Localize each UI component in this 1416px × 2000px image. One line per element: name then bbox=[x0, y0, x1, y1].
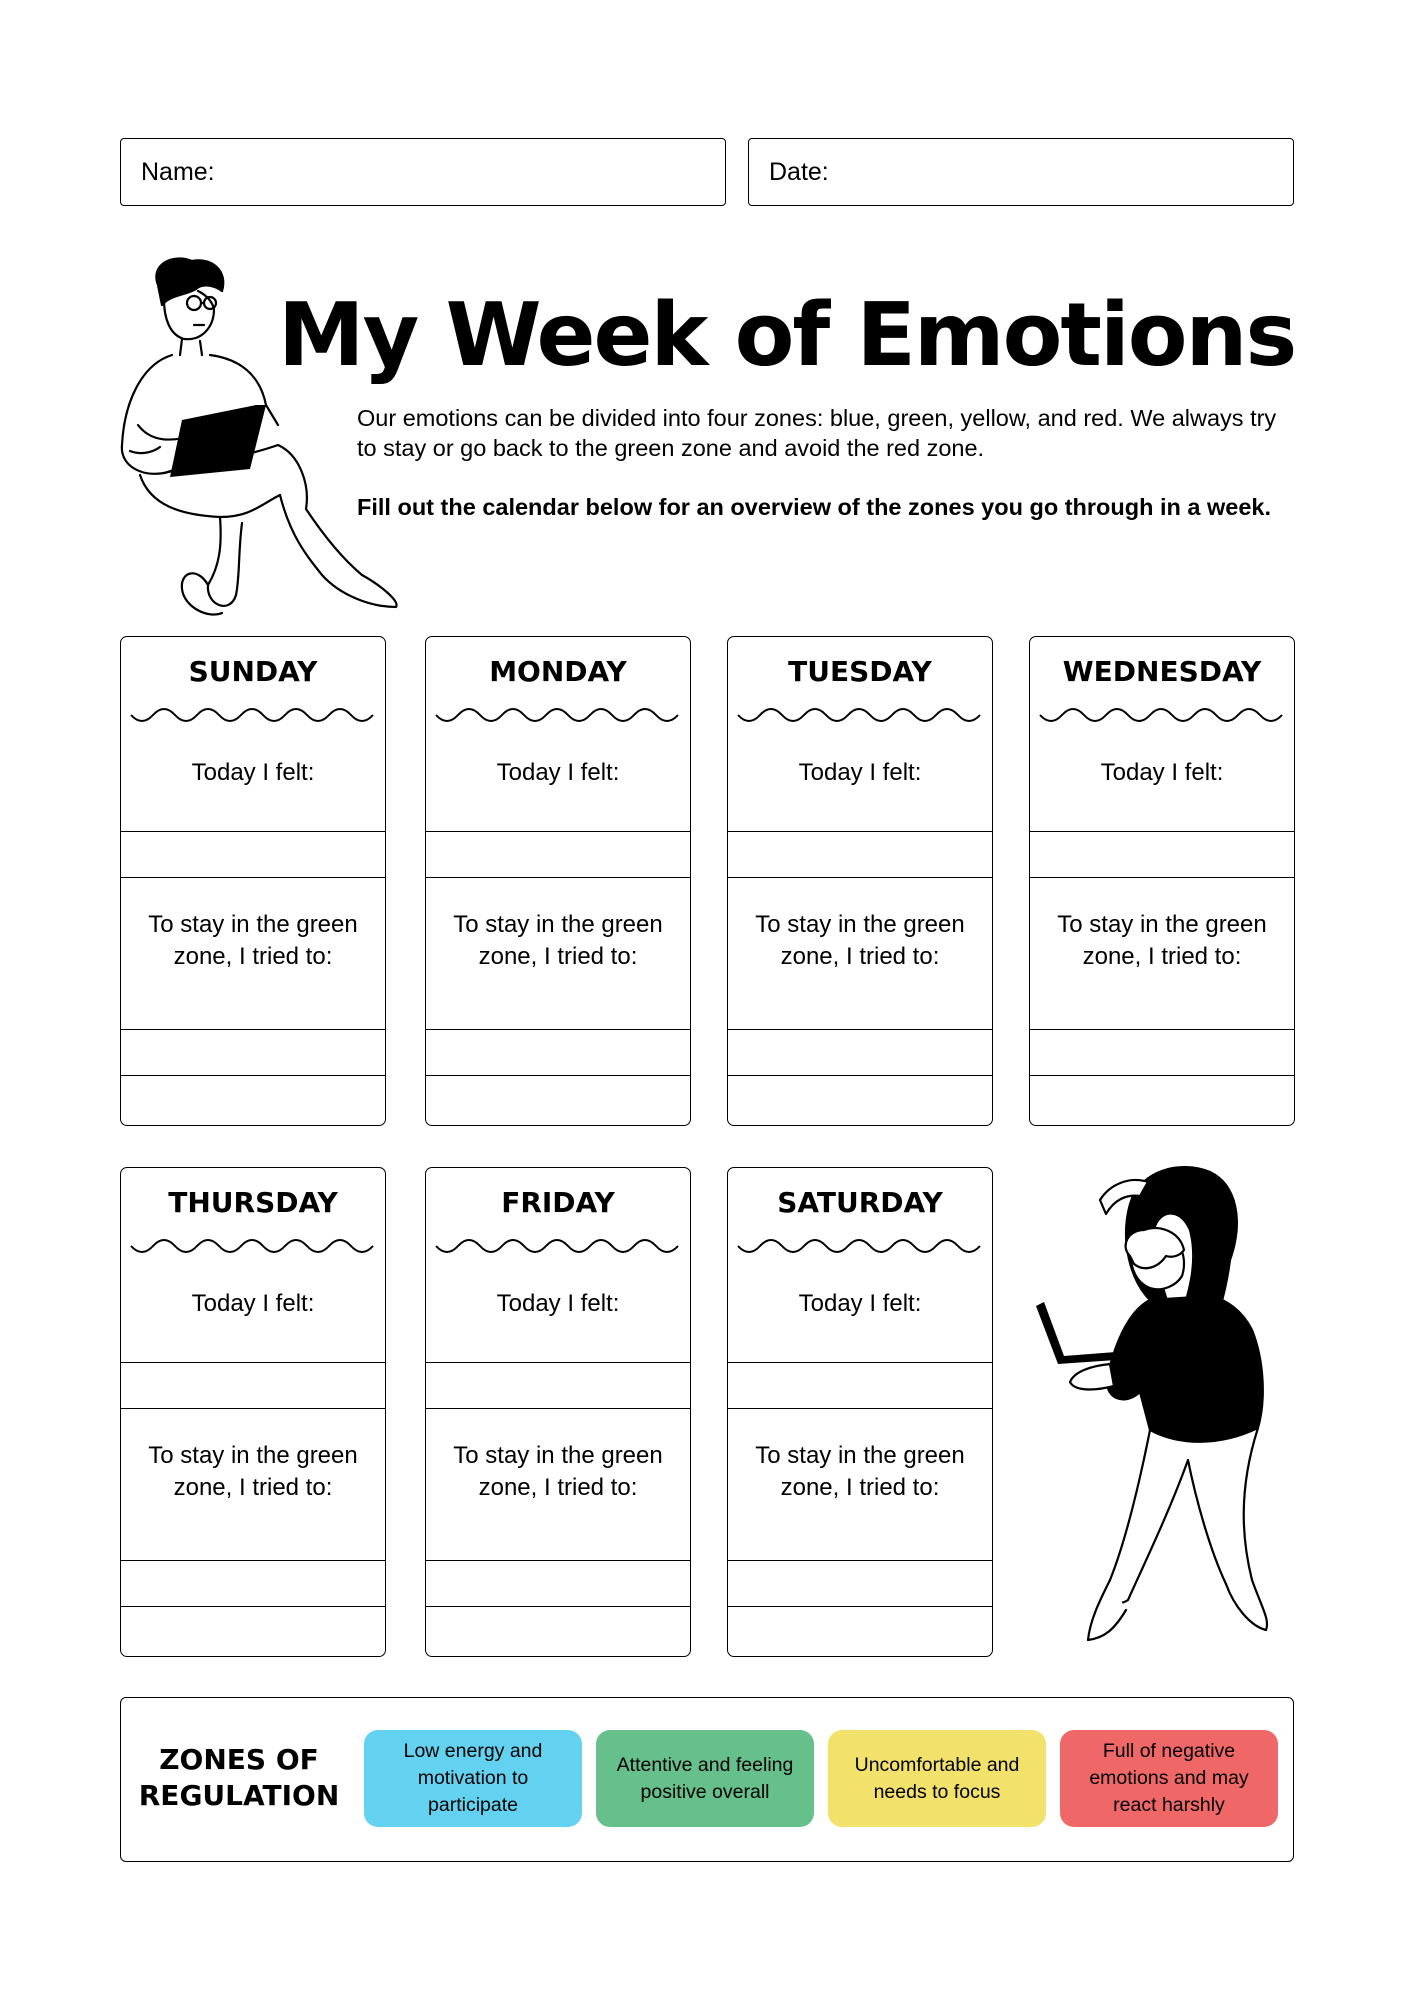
wavy-divider bbox=[736, 1238, 984, 1260]
green-zone-prompt: To stay in the green zone, I tried to: bbox=[1057, 911, 1267, 970]
zone-yellow: Uncomfortable and needs to focus bbox=[828, 1730, 1046, 1827]
today-felt-label: Today I felt: bbox=[798, 759, 922, 786]
wavy-divider bbox=[129, 1238, 377, 1260]
name-label: Name: bbox=[141, 158, 215, 186]
answer-line[interactable] bbox=[121, 877, 385, 878]
day-card-saturday bbox=[727, 1167, 993, 1657]
day-card-sunday bbox=[120, 636, 386, 1126]
answer-line[interactable] bbox=[426, 1029, 690, 1030]
day-name: SUNDAY bbox=[188, 655, 318, 688]
green-zone-prompt: To stay in the green zone, I tried to: bbox=[755, 1442, 965, 1501]
answer-line[interactable] bbox=[121, 1029, 385, 1030]
zones-title: ZONES OF REGULATION bbox=[138, 1743, 340, 1812]
today-felt-label: Today I felt: bbox=[496, 1290, 620, 1317]
answer-line[interactable] bbox=[728, 831, 992, 832]
answer-line[interactable] bbox=[426, 831, 690, 832]
answer-line[interactable] bbox=[121, 1362, 385, 1363]
answer-line[interactable] bbox=[426, 1408, 690, 1409]
answer-line[interactable] bbox=[1030, 877, 1294, 878]
zone-red: Full of negative emotions and may react harshly bbox=[1060, 1730, 1278, 1827]
green-zone-prompt: To stay in the green zone, I tried to: bbox=[148, 1442, 358, 1501]
day-card-wednesday bbox=[1029, 636, 1295, 1126]
instruction-paragraph: Fill out the calendar below for an overview of the zones you go through in a week. bbox=[357, 494, 1272, 520]
today-felt-label: Today I felt: bbox=[1100, 759, 1224, 786]
day-name: THURSDAY bbox=[168, 1186, 338, 1219]
date-label: Date: bbox=[769, 158, 829, 186]
page-title: My Week of Emotions bbox=[278, 284, 1296, 386]
answer-line[interactable] bbox=[121, 1560, 385, 1561]
day-name: WEDNESDAY bbox=[1062, 655, 1262, 688]
today-felt-label: Today I felt: bbox=[191, 759, 315, 786]
answer-line[interactable] bbox=[426, 877, 690, 878]
green-zone-prompt: To stay in the green zone, I tried to: bbox=[453, 911, 663, 970]
answer-line[interactable] bbox=[728, 1606, 992, 1607]
answer-line[interactable] bbox=[121, 1408, 385, 1409]
answer-line[interactable] bbox=[1030, 1029, 1294, 1030]
day-name: SATURDAY bbox=[777, 1186, 943, 1219]
wavy-divider bbox=[434, 707, 682, 729]
answer-line[interactable] bbox=[728, 1408, 992, 1409]
answer-line[interactable] bbox=[728, 1029, 992, 1030]
day-card-thursday bbox=[120, 1167, 386, 1657]
today-felt-label: Today I felt: bbox=[496, 759, 620, 786]
name-field[interactable] bbox=[120, 138, 726, 206]
answer-line[interactable] bbox=[426, 1075, 690, 1076]
intro-paragraph: Our emotions can be divided into four zones: blue, green, yellow, and red. We always try to stay or go back to the green zone and avoid the red zone. bbox=[357, 405, 1277, 461]
answer-line[interactable] bbox=[121, 1075, 385, 1076]
wavy-divider bbox=[1038, 707, 1286, 729]
answer-line[interactable] bbox=[426, 1362, 690, 1363]
day-card-tuesday bbox=[727, 636, 993, 1126]
wavy-divider bbox=[736, 707, 984, 729]
answer-line[interactable] bbox=[426, 1560, 690, 1561]
zone-blue: Low energy and motivation to participate bbox=[364, 1730, 582, 1827]
day-name: FRIDAY bbox=[501, 1186, 615, 1219]
green-zone-prompt: To stay in the green zone, I tried to: bbox=[148, 911, 358, 970]
answer-line[interactable] bbox=[728, 1075, 992, 1076]
answer-line[interactable] bbox=[728, 877, 992, 878]
zones-of-regulation-legend bbox=[120, 1697, 1294, 1862]
person-with-laptop-illustration bbox=[1030, 1160, 1310, 1660]
answer-line[interactable] bbox=[121, 1606, 385, 1607]
green-zone-prompt: To stay in the green zone, I tried to: bbox=[755, 911, 965, 970]
day-card-friday bbox=[425, 1167, 691, 1657]
answer-line[interactable] bbox=[728, 1560, 992, 1561]
answer-line[interactable] bbox=[1030, 831, 1294, 832]
day-card-monday bbox=[425, 636, 691, 1126]
answer-line[interactable] bbox=[121, 831, 385, 832]
date-field[interactable] bbox=[748, 138, 1294, 206]
zone-green: Attentive and feeling positive overall bbox=[596, 1730, 814, 1827]
day-name: MONDAY bbox=[489, 655, 627, 688]
wavy-divider bbox=[129, 707, 377, 729]
wavy-divider bbox=[434, 1238, 682, 1260]
today-felt-label: Today I felt: bbox=[798, 1290, 922, 1317]
answer-line[interactable] bbox=[426, 1606, 690, 1607]
answer-line[interactable] bbox=[1030, 1075, 1294, 1076]
day-name: TUESDAY bbox=[788, 655, 932, 688]
answer-line[interactable] bbox=[728, 1362, 992, 1363]
today-felt-label: Today I felt: bbox=[191, 1290, 315, 1317]
green-zone-prompt: To stay in the green zone, I tried to: bbox=[453, 1442, 663, 1501]
